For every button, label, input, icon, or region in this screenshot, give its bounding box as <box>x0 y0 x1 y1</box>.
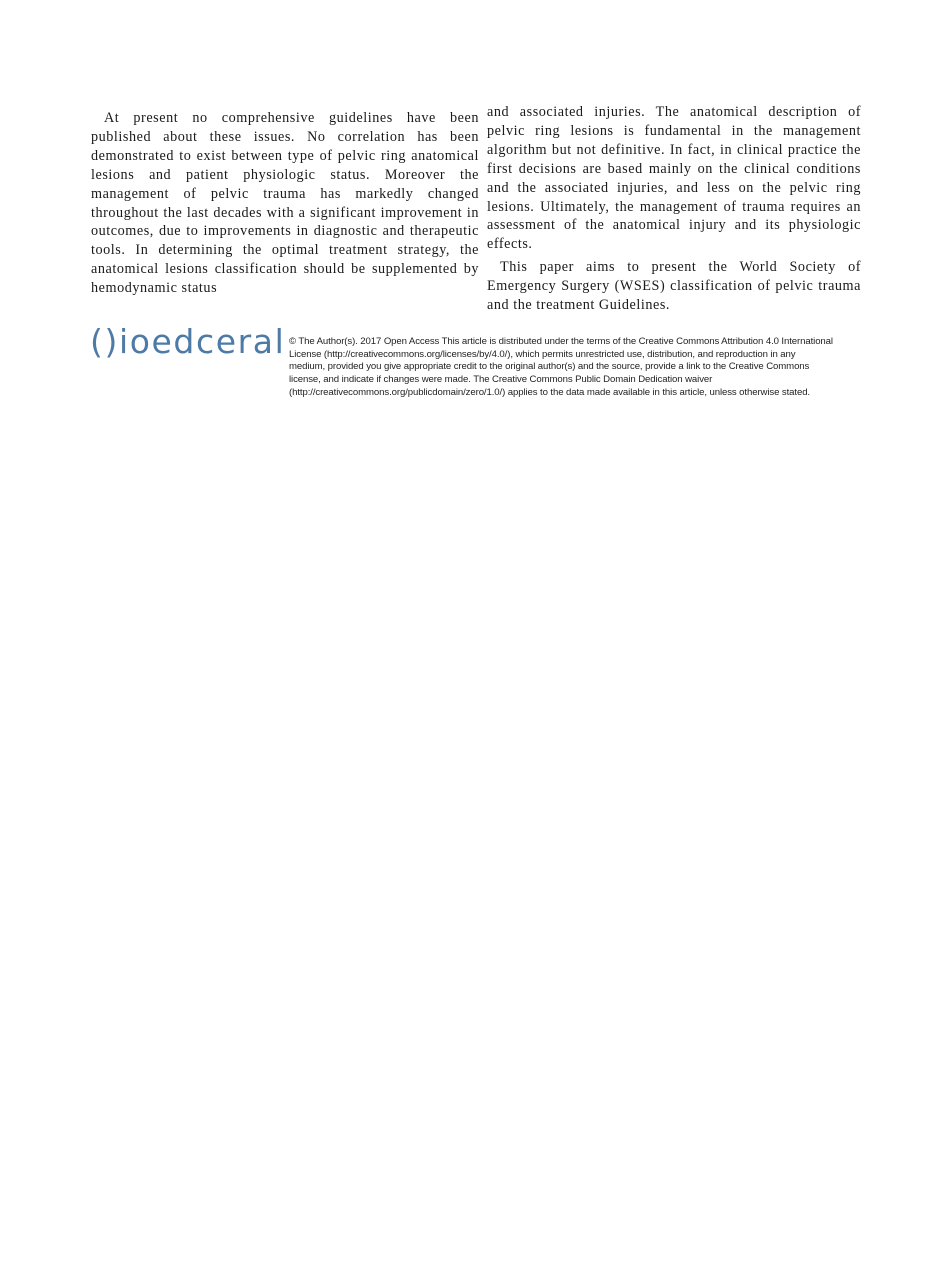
publisher-logo: ()ioedceral <box>90 322 286 361</box>
body-paragraph: At present no comprehensive guidelines have been published about these issues. No correlation has been demonstrated to exist between type of pelvic ring anatomical lesions and patient physiologic status. Moreover the management of pelvic trauma has markedly changed throughout the last decades with a significant improvement in outcomes, due to improvements in diagnostic and therapeutic tools. In determining the optimal treatment strategy, the anatomical lesions classification should be supplemented by hemodynamic status <box>91 110 479 297</box>
body-paragraph: This paper aims to present the World Society of Emergency Surgery (WSES) classification of pelvic trauma and the treatment Guidelines. <box>487 259 861 314</box>
body-paragraph: and associated injuries. The anatomical description of pelvic ring lesions is fundamental in the management algorithm but not definitive. In fact, in clinical practice the first decisions are based mainly on the clinical conditions and the associated injuries, and less on the pelvic ring lesions. Ultimately, the management of trauma requires an assessment of the anatomical injury and its physiologic effects. <box>487 104 861 253</box>
right-column <box>487 103 861 315</box>
license-notice: © The Author(s). 2017 Open Access This article is distributed under the terms of the Creative Commons Attribution 4.0 International License (http://creativecommons.org/licenses/by/4.0/), which permits unrestricted use, distribution, and reproduction in any medium, provided you give appropriate credit to the original author(s) and the source, provide a link to the Creative Commons license, and indicate if changes were made. The Creative Commons Public Domain Dedication waiver (http://creativecommons.org/publicdomain/zero/1.0/) applies to the data made available in this article, unless otherwise stated. <box>289 336 833 398</box>
left-column <box>91 109 479 298</box>
